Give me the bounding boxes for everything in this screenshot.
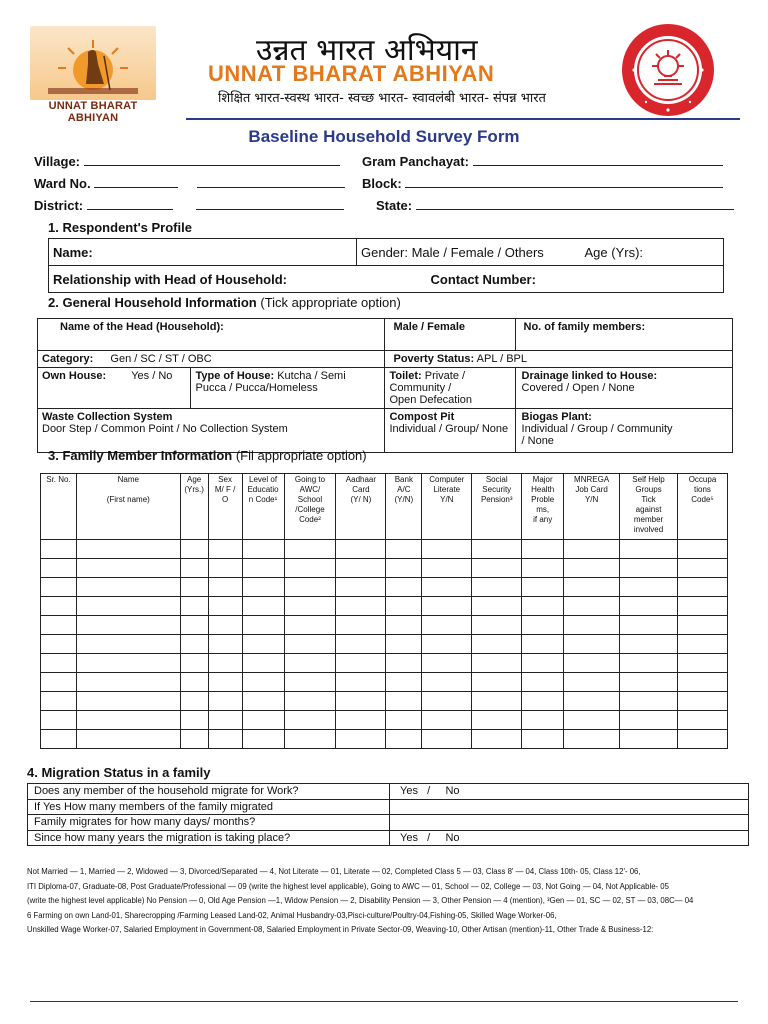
family-member-cell[interactable] — [208, 540, 242, 559]
family-member-cell[interactable] — [620, 692, 678, 711]
family-member-row — [41, 673, 728, 692]
family-member-row — [41, 578, 728, 597]
page-header — [0, 0, 768, 124]
toilet-options-1[interactable]: Private / Community / — [389, 370, 466, 394]
head-gender-cell[interactable]: Male / Female — [385, 319, 515, 351]
family-member-cell[interactable] — [41, 673, 77, 692]
migration-question: If Yes How many members of the family migrated — [28, 799, 390, 815]
category-options[interactable]: Gen / SC / ST / OBC — [110, 353, 212, 365]
migration-question: Since how many years the migration is taking place? — [28, 830, 390, 846]
type-of-house-options-2[interactable]: Pucca / Pucca/Homeless — [195, 382, 318, 394]
ward-no-label: Ward No. — [34, 176, 91, 191]
biogas-cell[interactable] — [515, 409, 732, 453]
family-member-cell[interactable] — [386, 540, 422, 559]
note-line: ITI Diploma-07, Graduate-08, Post Graduate/Professional — 09 (write the highest level applicable), Going to AWC — 01, School — 02, College — 03, Not Going — 04, Not Applicable- 05 — [27, 881, 669, 891]
family-member-cell[interactable] — [41, 578, 77, 597]
family-member-cell[interactable] — [422, 578, 472, 597]
drainage-options[interactable]: Covered / Open / None — [521, 382, 635, 394]
gram-panchayat-line[interactable] — [473, 155, 723, 166]
family-member-cell[interactable] — [76, 711, 180, 730]
family-member-cell[interactable] — [522, 540, 564, 559]
drainage-label: Drainage linked to House: — [521, 370, 658, 382]
family-member-cell[interactable] — [564, 635, 620, 654]
family-member-cell[interactable] — [180, 559, 208, 578]
state-line[interactable] — [416, 199, 734, 210]
family-member-cell[interactable] — [564, 673, 620, 692]
family-member-row — [41, 540, 728, 559]
unnat-bharat-abhiyan-logo — [30, 26, 156, 124]
family-member-cell[interactable] — [208, 578, 242, 597]
section3-title-text: 3. Family Member Information — [48, 448, 233, 463]
family-member-cell[interactable] — [472, 616, 522, 635]
district-field[interactable] — [34, 198, 344, 213]
block-field[interactable] — [362, 176, 723, 191]
family-member-cell[interactable] — [242, 730, 284, 749]
family-member-cell[interactable] — [284, 635, 336, 654]
migration-row — [28, 830, 749, 846]
family-member-cell[interactable] — [620, 635, 678, 654]
family-member-cell[interactable] — [677, 673, 727, 692]
compost-pit-options[interactable]: Individual / Group/ None — [389, 423, 509, 435]
biogas-options-1[interactable]: Individual / Group / Community — [521, 423, 673, 435]
family-member-cell[interactable] — [620, 597, 678, 616]
family-member-cell[interactable] — [76, 635, 180, 654]
family-column-header: Major Health Proble ms, if any — [522, 474, 564, 540]
family-member-cell[interactable] — [208, 711, 242, 730]
signature-line — [30, 1001, 738, 1002]
family-member-cell[interactable] — [620, 578, 678, 597]
type-of-house-options-1[interactable]: Kutcha / Semi — [277, 370, 346, 382]
family-member-cell[interactable] — [677, 597, 727, 616]
family-member-cell[interactable] — [336, 635, 386, 654]
family-member-cell[interactable] — [386, 597, 422, 616]
section2-title — [48, 295, 401, 310]
family-member-cell[interactable] — [284, 578, 336, 597]
family-member-row — [41, 654, 728, 673]
family-member-cell[interactable] — [336, 711, 386, 730]
biogas-label: Biogas Plant: — [521, 411, 592, 423]
family-member-cell[interactable] — [336, 559, 386, 578]
family-member-cell[interactable] — [386, 654, 422, 673]
family-member-cell[interactable] — [472, 578, 522, 597]
family-member-cell[interactable] — [242, 673, 284, 692]
note-line: Unskilled Wage Worker-07, Salaried Employment in Government-08, Salaried Employment in Private Sector-09, Weaving-10, Other Artisan (mention)-11, Other Trade & Business-12: — [27, 925, 654, 934]
family-member-cell[interactable] — [522, 654, 564, 673]
family-member-cell[interactable] — [422, 616, 472, 635]
family-member-cell[interactable] — [41, 635, 77, 654]
family-member-cell[interactable] — [422, 654, 472, 673]
family-column-header: Going to AWC/ School /College Code² — [284, 474, 336, 540]
family-member-cell[interactable] — [284, 597, 336, 616]
state-field[interactable] — [376, 198, 734, 213]
gram-panchayat-field[interactable] — [362, 154, 723, 169]
ward-no-line-2[interactable] — [197, 177, 345, 188]
poverty-label: Poverty Status: — [393, 353, 475, 365]
toilet-label: Toilet: — [389, 370, 422, 382]
toilet-cell[interactable] — [385, 368, 515, 409]
poverty-cell[interactable] — [385, 351, 733, 368]
family-member-cell[interactable] — [620, 730, 678, 749]
family-member-cell[interactable] — [208, 635, 242, 654]
family-member-cell[interactable] — [76, 578, 180, 597]
ward-no-line-1[interactable] — [94, 177, 178, 188]
village-field[interactable] — [34, 154, 340, 169]
family-member-row — [41, 635, 728, 654]
family-member-cell[interactable] — [422, 597, 472, 616]
family-member-cell[interactable] — [76, 597, 180, 616]
waste-collection-cell[interactable] — [38, 409, 385, 453]
village-line[interactable] — [84, 155, 340, 166]
family-member-cell[interactable] — [41, 540, 77, 559]
respondent-age-cell[interactable]: Age (Yrs): — [581, 239, 724, 266]
family-member-cell[interactable] — [180, 673, 208, 692]
family-member-cell[interactable] — [41, 597, 77, 616]
household-info-table — [37, 318, 733, 453]
family-member-cell[interactable] — [336, 540, 386, 559]
family-column-header: Self Help Groups Tick against member involved — [620, 474, 678, 540]
family-member-cell[interactable] — [76, 616, 180, 635]
family-member-cell[interactable] — [564, 540, 620, 559]
family-member-cell[interactable] — [76, 730, 180, 749]
family-member-cell[interactable] — [522, 730, 564, 749]
family-member-cell[interactable] — [180, 578, 208, 597]
compost-pit-label: Compost Pit — [389, 411, 455, 423]
block-label: Block: — [362, 176, 402, 191]
family-member-cell[interactable] — [472, 635, 522, 654]
head-name-cell[interactable]: Name of the Head (Household): — [38, 319, 385, 351]
migration-answer[interactable] — [390, 815, 749, 831]
family-member-cell[interactable] — [41, 711, 77, 730]
note-line: (write the highest level applicable) No Pension — 0, Old Age Pension —1, Widow Pension — 2, Disability Pension — 3, Other Pension — 4 (mention), ³Gen — 01, SC — 02, ST — 03, 08C— 04 — [27, 896, 694, 905]
family-column-header: Sr. No. — [41, 474, 77, 540]
family-column-header: Aadhaar Card (Y/ N) — [336, 474, 386, 540]
family-member-cell[interactable] — [180, 616, 208, 635]
family-member-row — [41, 559, 728, 578]
block-line[interactable] — [405, 177, 723, 188]
family-member-cell[interactable] — [564, 692, 620, 711]
family-member-cell[interactable] — [472, 597, 522, 616]
category-label: Category: — [42, 353, 94, 365]
own-house-cell[interactable] — [38, 368, 191, 409]
migration-row — [28, 784, 749, 800]
left-logo-name: UNNAT BHARAT ABHIYAN — [48, 100, 138, 124]
family-member-row — [41, 692, 728, 711]
hindi-tagline: शिक्षित भारत-स्वस्थ भारत- स्वच्छ भारत- स्वावलंबी भारत- संपन्न भारत — [218, 91, 546, 106]
family-member-cell[interactable] — [284, 711, 336, 730]
village-label: Village: — [34, 154, 81, 169]
family-column-header: Age (Yrs.) — [180, 474, 208, 540]
respondent-name-cell[interactable]: Name: — [49, 239, 357, 266]
family-member-cell[interactable] — [41, 559, 77, 578]
family-member-row — [41, 730, 728, 749]
family-member-cell[interactable] — [522, 673, 564, 692]
family-member-cell[interactable] — [284, 559, 336, 578]
family-member-cell[interactable] — [180, 730, 208, 749]
family-member-cell[interactable] — [422, 711, 472, 730]
family-member-cell[interactable] — [284, 730, 336, 749]
family-member-cell[interactable] — [208, 616, 242, 635]
family-column-header: MNREGA Job Card Y/N — [564, 474, 620, 540]
migration-question: Does any member of the household migrate for Work? — [28, 784, 390, 800]
family-member-cell[interactable] — [522, 635, 564, 654]
family-member-cell[interactable] — [242, 654, 284, 673]
family-member-cell[interactable] — [242, 616, 284, 635]
family-member-cell[interactable] — [336, 597, 386, 616]
family-member-cell[interactable] — [336, 730, 386, 749]
family-member-cell[interactable] — [422, 635, 472, 654]
family-member-cell[interactable] — [677, 692, 727, 711]
family-member-cell[interactable] — [336, 654, 386, 673]
family-member-cell[interactable] — [386, 711, 422, 730]
family-member-cell[interactable] — [242, 711, 284, 730]
family-member-cell[interactable] — [522, 559, 564, 578]
family-member-cell[interactable] — [677, 635, 727, 654]
drainage-cell[interactable] — [515, 368, 732, 409]
migration-row — [28, 799, 749, 815]
family-member-row — [41, 711, 728, 730]
family-member-cell[interactable] — [522, 578, 564, 597]
gram-panchayat-label: Gram Panchayat: — [362, 154, 469, 169]
family-member-cell[interactable] — [242, 559, 284, 578]
family-member-cell[interactable] — [564, 730, 620, 749]
district-line-2[interactable] — [196, 199, 344, 210]
family-member-cell[interactable] — [564, 654, 620, 673]
family-member-cell[interactable] — [422, 692, 472, 711]
family-column-header: Computer Literate Y/N — [422, 474, 472, 540]
section3-title-note: (Fil appropriate option) — [235, 448, 367, 463]
family-member-cell[interactable] — [180, 635, 208, 654]
hindi-title: उन्नत भारत अभियान — [256, 33, 478, 68]
family-member-cell[interactable] — [284, 692, 336, 711]
header-divider — [186, 118, 740, 120]
district-label: District: — [34, 198, 84, 213]
waste-collection-label: Waste Collection System — [42, 411, 173, 423]
code-notes — [27, 865, 757, 938]
note-line: Not Married — 1, Married — 2, Widowed — 3, Divorced/Separated — 4, Not Literate — 01, Literate — 02, Completed Class 5 — 03, Class 8' — 04, Class 10th- 05, Class 12'- 06, — [27, 867, 641, 876]
relationship-cell[interactable]: Relationship with Head of Household: — [49, 266, 357, 293]
family-member-cell[interactable] — [284, 654, 336, 673]
section3-title — [48, 448, 367, 463]
waste-collection-options[interactable]: Door Step / Common Point / No Collection System — [42, 423, 288, 435]
family-member-cell[interactable] — [41, 616, 77, 635]
family-member-cell[interactable] — [180, 692, 208, 711]
family-member-cell[interactable] — [76, 673, 180, 692]
gandhi-sun-icon — [48, 38, 138, 94]
family-member-cell[interactable] — [677, 654, 727, 673]
family-column-header: Social Security Pension³ — [472, 474, 522, 540]
family-member-cell[interactable] — [422, 673, 472, 692]
family-member-cell[interactable] — [422, 559, 472, 578]
family-member-cell[interactable] — [564, 578, 620, 597]
family-member-cell[interactable] — [386, 730, 422, 749]
migration-question: Family migrates for how many days/ months? — [28, 815, 390, 831]
family-member-cell[interactable] — [620, 673, 678, 692]
note-line: 6 Farming on own Land-01, Sharecropping /Farming Leased Land-02, Animal Husbandry-03,Pisci-culture/Poultry-04,Fishing-05, Skilled Wage Worker-06, — [27, 910, 557, 920]
type-of-house-label: Type of House: — [195, 370, 275, 382]
family-member-cell[interactable] — [620, 559, 678, 578]
family-member-cell[interactable] — [522, 692, 564, 711]
family-member-cell[interactable] — [180, 711, 208, 730]
family-member-cell[interactable] — [386, 635, 422, 654]
family-member-cell[interactable] — [386, 616, 422, 635]
family-member-cell[interactable] — [76, 654, 180, 673]
family-member-cell[interactable] — [564, 597, 620, 616]
family-member-cell[interactable] — [620, 616, 678, 635]
family-member-cell[interactable] — [620, 711, 678, 730]
family-member-cell[interactable] — [76, 559, 180, 578]
section1-title: 1. Respondent's Profile — [48, 220, 192, 235]
family-member-cell[interactable] — [386, 559, 422, 578]
migration-answer[interactable]: Yes / No — [390, 830, 749, 846]
family-member-cell[interactable] — [677, 540, 727, 559]
own-house-label: Own House: — [42, 370, 107, 382]
compost-pit-cell[interactable] — [385, 409, 515, 453]
family-member-cell[interactable] — [242, 540, 284, 559]
family-member-cell[interactable] — [208, 654, 242, 673]
family-table-header-row — [41, 474, 728, 540]
family-member-cell[interactable] — [284, 673, 336, 692]
family-member-cell[interactable] — [564, 559, 620, 578]
family-member-cell[interactable] — [472, 673, 522, 692]
family-column-header: Sex M/ F / O — [208, 474, 242, 540]
family-member-cell[interactable] — [242, 578, 284, 597]
family-member-cell[interactable] — [677, 578, 727, 597]
respondent-profile-table — [48, 238, 724, 293]
family-member-table — [40, 473, 728, 749]
family-member-cell[interactable] — [564, 711, 620, 730]
family-member-cell[interactable] — [242, 635, 284, 654]
section2-title-text: 2. General Household Information — [48, 295, 257, 310]
migration-table — [27, 783, 749, 846]
family-member-cell[interactable] — [472, 559, 522, 578]
family-column-header: Name (First name) — [76, 474, 180, 540]
family-member-cell[interactable] — [180, 597, 208, 616]
family-member-cell[interactable] — [472, 654, 522, 673]
family-member-cell[interactable] — [284, 616, 336, 635]
family-member-cell[interactable] — [422, 540, 472, 559]
family-member-cell[interactable] — [336, 692, 386, 711]
family-member-cell[interactable] — [284, 540, 336, 559]
family-member-cell[interactable] — [208, 692, 242, 711]
family-member-cell[interactable] — [422, 730, 472, 749]
form-title: Baseline Household Survey Form — [248, 127, 520, 146]
english-title: UNNAT BHARAT ABHIYAN — [208, 61, 495, 86]
family-member-row — [41, 616, 728, 635]
migration-answer[interactable]: Yes / No — [390, 784, 749, 800]
family-member-cell[interactable] — [386, 578, 422, 597]
family-member-cell[interactable] — [620, 540, 678, 559]
state-label: State: — [376, 198, 413, 213]
family-member-cell[interactable] — [522, 597, 564, 616]
family-member-cell[interactable] — [677, 711, 727, 730]
family-member-cell[interactable] — [76, 692, 180, 711]
family-member-cell[interactable] — [677, 616, 727, 635]
family-member-row — [41, 597, 728, 616]
family-member-cell[interactable] — [472, 692, 522, 711]
ward-no-field[interactable] — [34, 176, 345, 191]
family-column-header: Bank A/C (Y/N) — [386, 474, 422, 540]
family-member-cell[interactable] — [41, 730, 77, 749]
family-member-cell[interactable] — [41, 654, 77, 673]
district-line-1[interactable] — [87, 199, 173, 210]
section4-title: 4. Migration Status in a family — [27, 765, 211, 780]
type-of-house-cell[interactable] — [191, 368, 385, 409]
family-member-cell[interactable] — [242, 692, 284, 711]
family-member-cell[interactable] — [336, 616, 386, 635]
family-member-cell[interactable] — [677, 559, 727, 578]
family-member-cell[interactable] — [208, 597, 242, 616]
iit-delhi-seal-icon — [620, 22, 716, 118]
contact-number-cell[interactable]: Contact Number: — [357, 266, 724, 293]
respondent-gender-cell[interactable]: Gender: Male / Female / Others — [357, 239, 581, 266]
family-member-cell[interactable] — [386, 673, 422, 692]
family-member-cell[interactable] — [180, 540, 208, 559]
section2-title-note: (Tick appropriate option) — [260, 295, 401, 310]
family-member-cell[interactable] — [472, 540, 522, 559]
title-banner — [160, 26, 604, 110]
family-member-cell[interactable] — [564, 616, 620, 635]
migration-answer[interactable] — [390, 799, 749, 815]
family-member-cell[interactable] — [208, 559, 242, 578]
own-house-options[interactable]: Yes / No — [131, 370, 173, 382]
family-member-cell[interactable] — [522, 711, 564, 730]
family-member-cell[interactable] — [336, 578, 386, 597]
family-member-cell[interactable] — [242, 597, 284, 616]
family-member-cell[interactable] — [620, 654, 678, 673]
family-member-cell[interactable] — [208, 730, 242, 749]
category-cell[interactable] — [38, 351, 385, 368]
biogas-options-2[interactable]: / None — [521, 435, 554, 447]
family-column-header: Level of Educatio n Code¹ — [242, 474, 284, 540]
family-member-cell[interactable] — [76, 540, 180, 559]
family-member-cell[interactable] — [677, 730, 727, 749]
poverty-options[interactable]: APL / BPL — [476, 353, 527, 365]
family-member-cell[interactable] — [180, 654, 208, 673]
family-member-cell[interactable] — [522, 616, 564, 635]
family-member-cell[interactable] — [472, 711, 522, 730]
family-member-cell[interactable] — [336, 673, 386, 692]
family-column-header: Occupa tions Code⁵ — [677, 474, 727, 540]
family-member-cell[interactable] — [208, 673, 242, 692]
migration-row — [28, 815, 749, 831]
family-member-cell[interactable] — [386, 692, 422, 711]
family-member-cell[interactable] — [472, 730, 522, 749]
family-members-cell[interactable]: No. of family members: — [515, 319, 732, 351]
toilet-options-2[interactable]: Open Defecation — [389, 394, 473, 406]
family-member-cell[interactable] — [41, 692, 77, 711]
